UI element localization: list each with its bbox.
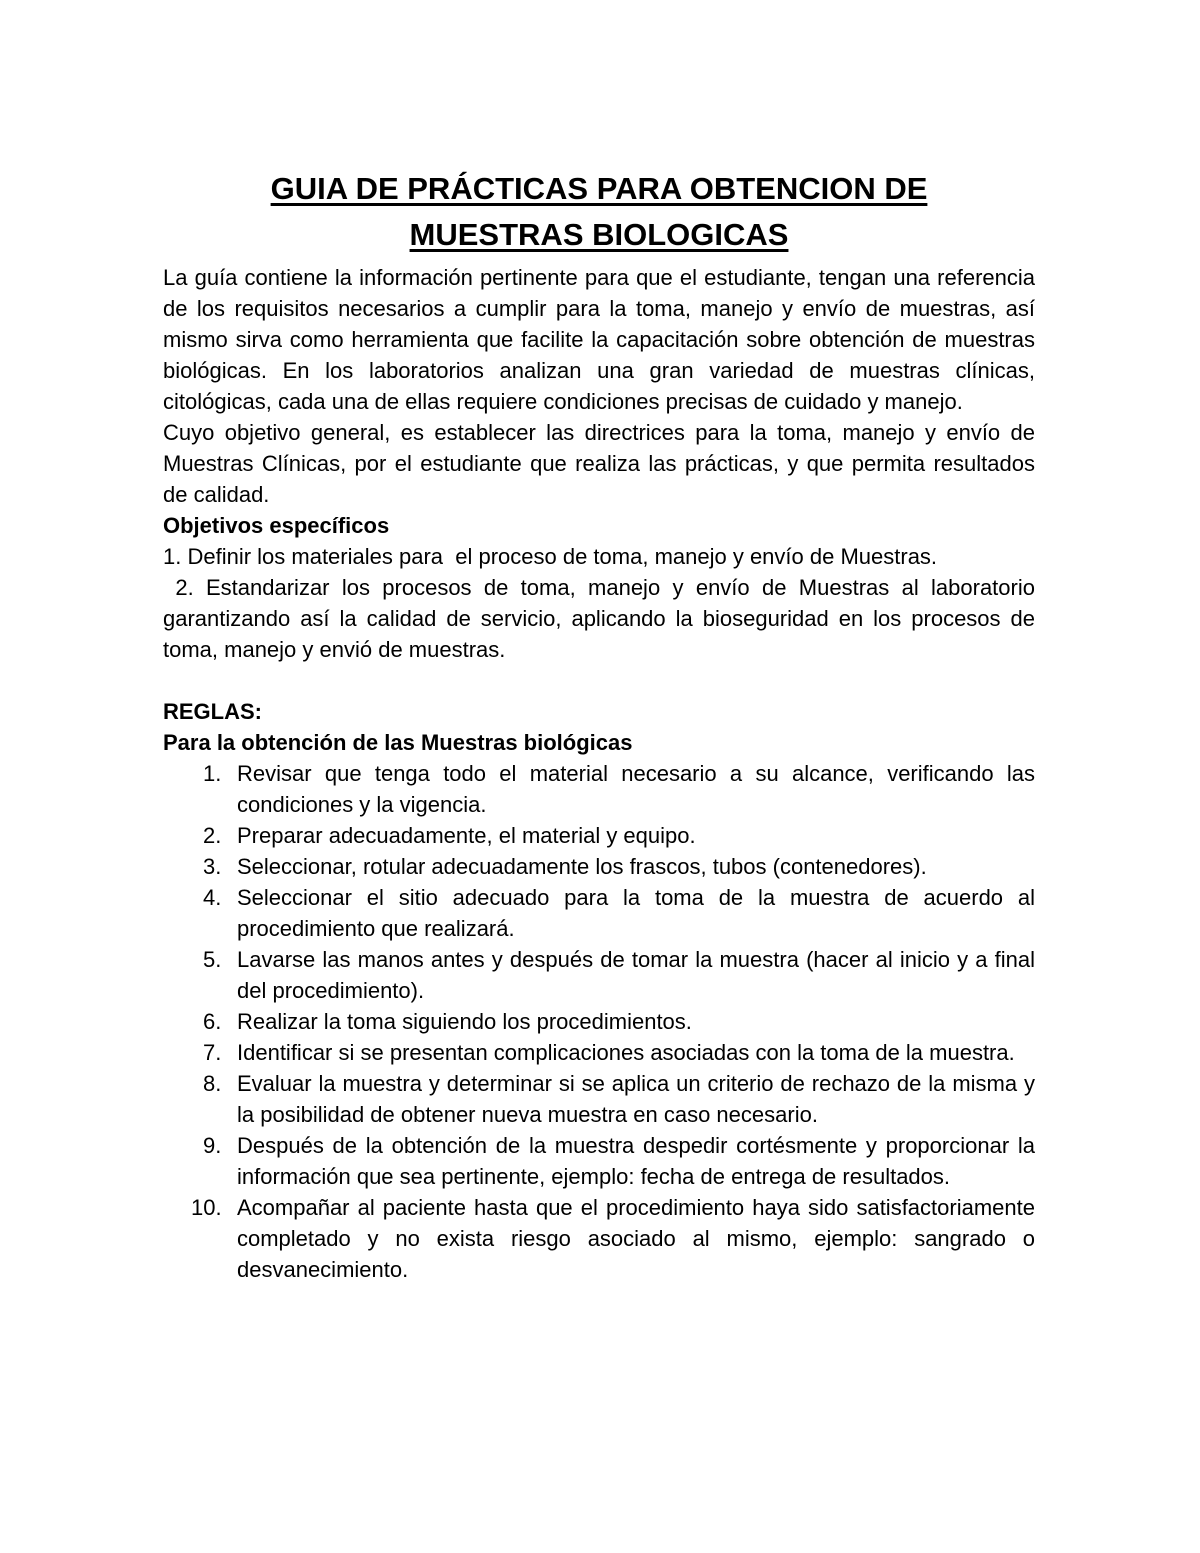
- intro-paragraph: La guía contiene la información pertinente para que el estudiante, tengan una referencia de los requisitos necesarios a cumplir para la toma, manejo y envío de muestras, así mismo sirva como herramienta que facilite la capacitación sobre obtención de muestras biológicas. En los laboratorios analizan una gran variedad de muestras clínicas, citológicas, cada una de ellas requiere condiciones precisas de cuidado y manejo.: [163, 265, 1035, 414]
- specific-objectives-heading: Objetivos específicos: [163, 513, 390, 538]
- rules-list: [163, 758, 1035, 1285]
- title-line-1: GUIA DE PRÁCTICAS PARA OBTENCION DE: [270, 171, 928, 206]
- list-item-text: Seleccionar el sitio adecuado para la toma de la muestra de acuerdo al procedimiento que realizará.: [237, 885, 1035, 941]
- list-item: [163, 820, 1035, 851]
- specific-objective-1: 1. Definir los materiales para el proceso de toma, manejo y envío de Muestras.: [163, 544, 938, 569]
- list-item-text: Evaluar la muestra y determinar si se aplica un criterio de rechazo de la misma y la posibilidad de obtener nueva muestra en caso necesario.: [237, 1071, 1035, 1127]
- list-item-text: Realizar la toma siguiendo los procedimientos.: [237, 1009, 692, 1034]
- list-item-number: 3.: [203, 854, 222, 879]
- list-item-number: 1.: [203, 761, 222, 786]
- list-item-text: Revisar que tenga todo el material necesario a su alcance, verificando las condiciones y la vigencia.: [237, 761, 1035, 817]
- section-spacer: [163, 665, 1035, 696]
- list-item-text: Identificar si se presentan complicaciones asociadas con la toma de la muestra.: [237, 1040, 1015, 1065]
- list-item-text: Acompañar al paciente hasta que el procedimiento haya sido satisfactoriamente completado y no exista riesgo asociado al mismo, ejemplo: sangrado o desvanecimiento.: [237, 1195, 1035, 1282]
- list-item: [163, 1068, 1035, 1130]
- list-item: [163, 758, 1035, 820]
- list-item-text: Seleccionar, rotular adecuadamente los frascos, tubos (contenedores).: [237, 854, 927, 879]
- list-item: [163, 1037, 1035, 1068]
- list-item-number: 9.: [203, 1133, 222, 1158]
- list-item-text: Después de la obtención de la muestra despedir cortésmente y proporcionar la información que sea pertinente, ejemplo: fecha de entrega de resultados.: [237, 1133, 1035, 1189]
- list-item: [163, 882, 1035, 944]
- list-item-number: 8.: [203, 1071, 222, 1096]
- list-item-number: 4.: [203, 885, 222, 910]
- list-item-number: 2.: [203, 823, 222, 848]
- list-item-number: 7.: [203, 1040, 222, 1065]
- list-item: [163, 1130, 1035, 1192]
- list-item: [163, 944, 1035, 1006]
- document-page: [163, 166, 1042, 1285]
- list-item: [163, 1192, 1035, 1285]
- list-item-number: 5.: [203, 947, 222, 972]
- list-item: [163, 1006, 1035, 1037]
- title-line-2: MUESTRAS BIOLOGICAS: [409, 217, 789, 252]
- list-item-number: 10.: [191, 1195, 222, 1220]
- rules-heading: REGLAS:: [163, 699, 262, 724]
- objective-paragraph: Cuyo objetivo general, es establecer las directrices para la toma, manejo y envío de Muestras Clínicas, por el estudiante que realiza las prácticas, y que permita resultados de calidad.: [163, 420, 1035, 507]
- document-title: [163, 166, 1035, 258]
- list-item-number: 6.: [203, 1009, 222, 1034]
- list-item-text: Lavarse las manos antes y después de tomar la muestra (hacer al inicio y a final del procedimiento).: [237, 947, 1035, 1003]
- list-item-text: Preparar adecuadamente, el material y equipo.: [237, 823, 696, 848]
- list-item: [163, 851, 1035, 882]
- rules-subheading: Para la obtención de las Muestras biológicas: [163, 730, 633, 755]
- specific-objective-2: 2. Estandarizar los procesos de toma, manejo y envío de Muestras al laboratorio garantizando así la calidad de servicio, aplicando la bioseguridad en los procesos de toma, manejo y envió de muestras.: [163, 575, 1042, 662]
